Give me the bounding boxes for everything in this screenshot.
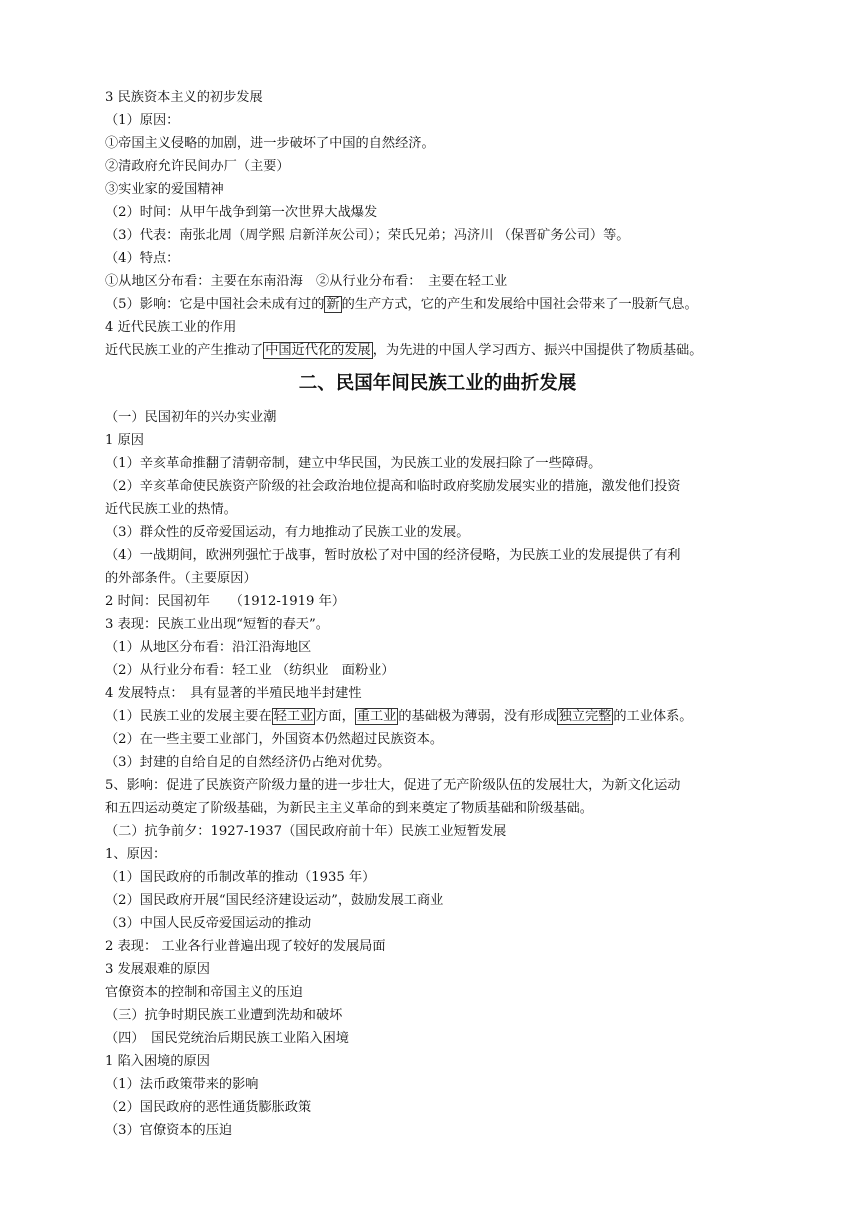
boxed-term: 新	[326, 297, 340, 312]
text-line: （2）辛亥革命使民族资产阶级的社会政治地位提高和临时政府奖励发展实业的措施，激发他们投资	[105, 479, 681, 494]
text-run: 方面，	[315, 709, 355, 724]
section-title: 1 陷入困境的原因	[105, 1054, 210, 1069]
text-line: （4）特点：	[105, 251, 180, 266]
text-line: 的外部条件。（主要原因）	[105, 571, 257, 586]
text-line: 2 表现： 工业各行业普遍出现了较好的发展局面	[105, 939, 386, 954]
text-line: 和五四运动奠定了阶级基础，为新民主主义革命的到来奠定了物质基础和阶级基础。	[105, 801, 593, 816]
section-title: 4 近代民族工业的作用	[105, 320, 237, 335]
text-line: （3）群众性的反帝爱国运动，有力地推动了民族工业的发展。	[105, 525, 470, 540]
text-line: （1）从地区分布看：沿江沿海地区	[105, 640, 312, 655]
text-line: （4）一战期间，欧洲列强忙于战事，暂时放松了对中国的经济侵略，为民族工业的发展提供了有利	[105, 548, 681, 563]
subsection-title: （二）抗争前夕：1927-1937（国民政府前十年）民族工业短暂发展	[105, 824, 507, 839]
chapter-heading: 二、民国年间民族工业的曲折发展	[298, 373, 577, 394]
section-title: 3 发展艰难的原因	[105, 962, 210, 977]
text-line: ③实业家的爱国精神	[105, 182, 224, 197]
text-run: 近代民族工业的产生推动了	[105, 343, 264, 358]
text-line: 4 发展特点： 具有显著的半殖民地半封建性	[105, 686, 362, 701]
section-title: 3 民族资本主义的初步发展	[105, 90, 263, 105]
boxed-term: 独立完整	[558, 709, 612, 724]
text-line	[105, 339, 770, 362]
document-page	[105, 86, 770, 1142]
text-line: （2）国民政府开展“国民经济建设运动”，鼓励发展工商业	[105, 893, 444, 908]
text-line: （3）官僚资本的压迫	[105, 1123, 233, 1138]
section-title: 1、原因：	[105, 847, 167, 862]
boxed-term: 重工业	[356, 709, 397, 724]
text-line: 3 表现：民族工业出现“短暂的春天”。	[105, 617, 329, 632]
text-line: （3）中国人民反帝爱国运动的推动	[105, 916, 312, 931]
text-line: 5、影响：促进了民族资产阶级力量的进一步壮大，促进了无产阶级队伍的发展壮大，为新文化运动	[105, 778, 681, 793]
text-line	[105, 293, 770, 316]
text-run: （5）影响：它是中国社会未成有过的	[105, 297, 325, 312]
text-line: （1）法币政策带来的影响	[105, 1077, 259, 1092]
text-run: ，为先进的中国人学习西方、振兴中国提供了物质基础。	[372, 343, 703, 358]
text-line: 2 时间：民国初年 （1912-1919 年）	[105, 594, 346, 609]
text-run: 的工业体系。	[613, 709, 693, 724]
subsection-title: （三）抗争时期民族工业遭到洗劫和破坏	[105, 1008, 343, 1023]
text-line	[105, 705, 770, 728]
text-line: （3）封建的自给自足的自然经济仍占绝对优势。	[105, 755, 391, 770]
text-run: 的生产方式，它的产生和发展给中国社会带来了一股新气息。	[341, 297, 698, 312]
text-line: ②清政府允许民间办厂（主要）	[105, 159, 290, 174]
subsection-title: （四） 国民党统治后期民族工业陷入困境	[105, 1031, 349, 1046]
text-line: （2）从行业分布看：轻工业 （纺织业 面粉业）	[105, 663, 395, 678]
text-line: ①从地区分布看：主要在东南沿海 ②从行业分布看： 主要在轻工业	[105, 274, 508, 289]
text-line: （2）时间：从甲午战争到第一次世界大战爆发	[105, 205, 378, 220]
boxed-term: 轻工业	[273, 709, 314, 724]
text-line: （1）原因：	[105, 113, 180, 128]
text-line: （2）在一些主要工业部门，外国资本仍然超过民族资本。	[105, 732, 444, 747]
text-line: 近代民族工业的热情。	[105, 502, 237, 517]
text-line: 官僚资本的控制和帝国主义的压迫	[105, 985, 303, 1000]
text-line: （1）国民政府的币制改革的推动（1935 年）	[105, 870, 376, 885]
text-line: （1）辛亥革命推翻了清朝帝制，建立中华民国，为民族工业的发展扫除了一些障碍。	[105, 456, 602, 471]
text-run: 的基础极为薄弱，没有形成	[398, 709, 557, 724]
subsection-title: （一）民国初年的兴办实业潮	[105, 410, 277, 425]
section-title: 1 原因	[105, 433, 144, 448]
text-line: ①帝国主义侵略的加剧，进一步破坏了中国的自然经济。	[105, 136, 435, 151]
text-line: （3）代表：南张北周（周学熙 启新洋灰公司）；荣氏兄弟；冯济川 （保晋矿务公司）等。	[105, 228, 630, 243]
boxed-term: 中国近代化的发展	[265, 343, 371, 358]
text-line: （2）国民政府的恶性通货膨胀政策	[105, 1100, 312, 1115]
text-run: （1）民族工业的发展主要在	[105, 709, 272, 724]
